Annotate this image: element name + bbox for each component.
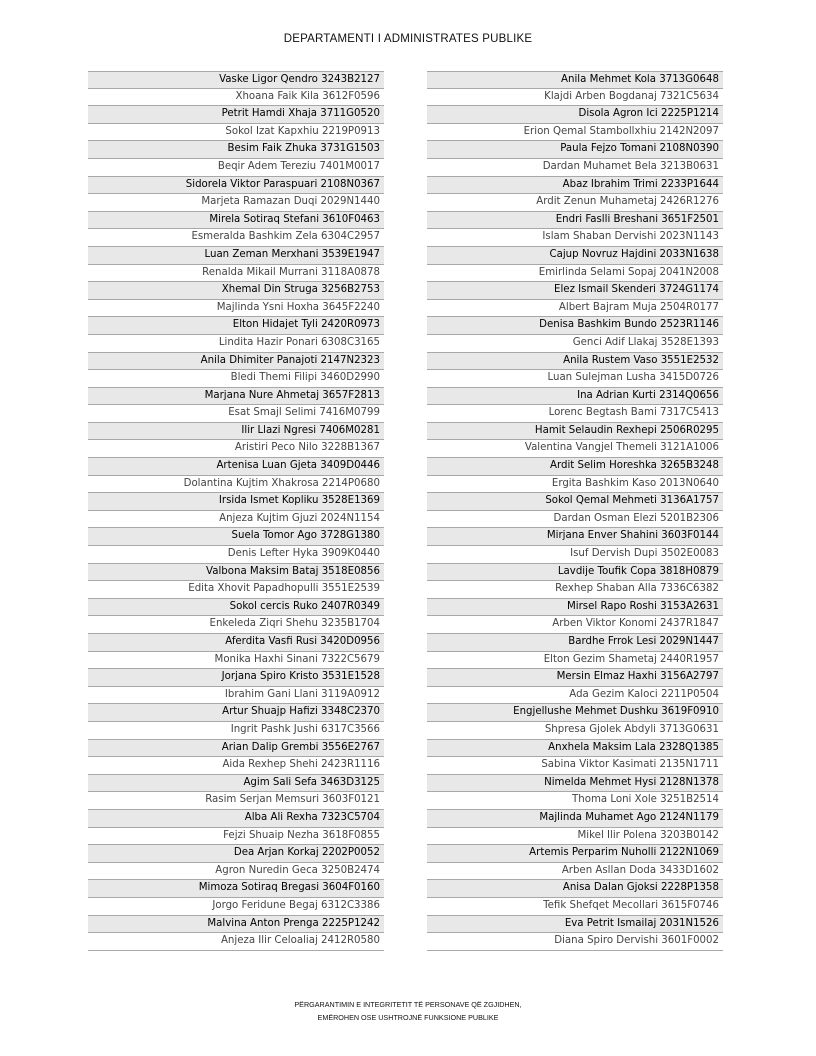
list-item: Malvina Anton Prenga 2225P1242 — [88, 916, 384, 934]
list-item: Enkeleda Ziqri Shehu 3235B1704 — [88, 616, 384, 634]
right-name-list — [427, 71, 723, 951]
list-item: Albert Bajram Muja 2504R0177 — [427, 300, 723, 318]
list-item: Isuf Dervish Dupi 3502E0083 — [427, 546, 723, 564]
list-item: Genci Adif Llakaj 3528E1393 — [427, 335, 723, 353]
list-item: Anila Dhimiter Panajoti 2147N2323 — [88, 353, 384, 371]
list-item: Mikel Ilir Polena 3203B0142 — [427, 828, 723, 846]
list-item: Alba Ali Rexha 7323C5704 — [88, 810, 384, 828]
list-item: Renalda Mikail Murrani 3118A0878 — [88, 265, 384, 283]
list-item: Eva Petrit Ismailaj 2031N1526 — [427, 916, 723, 934]
list-item: Petrit Hamdi Xhaja 3711G0520 — [88, 106, 384, 124]
list-item: Marjana Nure Ahmetaj 3657F2813 — [88, 388, 384, 406]
list-item: Lindita Hazir Ponari 6308C3165 — [88, 335, 384, 353]
list-item: Tefik Shefqet Mecollari 3615F0746 — [427, 898, 723, 916]
list-item: Thoma Loni Xole 3251B2514 — [427, 792, 723, 810]
list-item: Lorenc Begtash Bami 7317C5413 — [427, 405, 723, 423]
list-item: Esat Smajl Selimi 7416M0799 — [88, 405, 384, 423]
list-item: Ardit Zenun Muhametaj 2426R1276 — [427, 194, 723, 212]
list-item: Ergita Bashkim Kaso 2013N0640 — [427, 476, 723, 494]
page-footer — [0, 998, 816, 1024]
list-item: Bledi Themi Filipi 3460D2990 — [88, 370, 384, 388]
list-item: Agim Sali Sefa 3463D3125 — [88, 775, 384, 793]
list-item: Artemis Perparim Nuholli 2122N1069 — [427, 845, 723, 863]
list-item: Fejzi Shuaip Nezha 3618F0855 — [88, 828, 384, 846]
list-item: Bardhe Frrok Lesi 2029N1447 — [427, 634, 723, 652]
list-item: Dolantina Kujtim Xhakrosa 2214P0680 — [88, 476, 384, 494]
list-item: Emirlinda Selami Sopaj 2041N2008 — [427, 265, 723, 283]
list-item: Ardit Selim Horeshka 3265B3248 — [427, 458, 723, 476]
list-item: Nimelda Mehmet Hysi 2128N1378 — [427, 775, 723, 793]
list-item: Luan Zeman Merxhani 3539E1947 — [88, 247, 384, 265]
list-item: Klajdi Arben Bogdanaj 7321C5634 — [427, 89, 723, 107]
list-item: Paula Fejzo Tomani 2108N0390 — [427, 141, 723, 159]
list-item: Abaz Ibrahim Trimi 2233P1644 — [427, 177, 723, 195]
list-item: Arben Asllan Doda 3433D1602 — [427, 863, 723, 881]
list-item: Lavdije Toufik Copa 3818H0879 — [427, 564, 723, 582]
list-item: Engjellushe Mehmet Dushku 3619F0910 — [427, 704, 723, 722]
list-item: Luan Sulejman Lusha 3415D0726 — [427, 370, 723, 388]
list-item: Xhemal Din Struga 3256B2753 — [88, 282, 384, 300]
list-item: Anjeza Ilir Celoaliaj 2412R0580 — [88, 933, 384, 951]
list-item: Ada Gezim Kaloci 2211P0504 — [427, 687, 723, 705]
list-item: Anisa Dalan Gjoksi 2228P1358 — [427, 880, 723, 898]
list-item: Endri Faslli Breshani 3651F2501 — [427, 212, 723, 230]
list-item: Anila Mehmet Kola 3713G0648 — [427, 71, 723, 89]
list-item: Dardan Muhamet Bela 3213B0631 — [427, 159, 723, 177]
list-item: Majlinda Ysni Hoxha 3645F2240 — [88, 300, 384, 318]
list-item: Elton Gezim Shametaj 2440R1957 — [427, 652, 723, 670]
list-item: Anxhela Maksim Lala 2328Q1385 — [427, 740, 723, 758]
list-item: Mimoza Sotiraq Bregasi 3604F0160 — [88, 880, 384, 898]
list-item: Arian Dalip Grembi 3556E2767 — [88, 740, 384, 758]
list-item: Valentina Vangjel Themeli 3121A1006 — [427, 440, 723, 458]
list-item: Elez Ismail Skenderi 3724G1174 — [427, 282, 723, 300]
list-item: Ilir Llazi Ngresi 7406M0281 — [88, 423, 384, 441]
list-item: Irsida Ismet Kopliku 3528E1369 — [88, 493, 384, 511]
list-item: Sabina Viktor Kasimati 2135N1711 — [427, 757, 723, 775]
list-item: Xhoana Faik Kila 3612F0596 — [88, 89, 384, 107]
list-item: Diana Spiro Dervishi 3601F0002 — [427, 933, 723, 951]
list-item: Rasim Serjan Memsuri 3603F0121 — [88, 792, 384, 810]
list-item: Agron Nuredin Geca 3250B2474 — [88, 863, 384, 881]
list-item: Beqir Adem Tereziu 7401M0017 — [88, 159, 384, 177]
list-item: Elton Hidajet Tyli 2420R0973 — [88, 317, 384, 335]
list-item: Hamit Selaudin Rexhepi 2506R0295 — [427, 423, 723, 441]
list-item: Jorgo Feridune Begaj 6312C3386 — [88, 898, 384, 916]
list-item: Majlinda Muhamet Ago 2124N1179 — [427, 810, 723, 828]
list-item: Erion Qemal Stambollxhiu 2142N2097 — [427, 124, 723, 142]
list-item: Sokol Izat Kapxhiu 2219P0913 — [88, 124, 384, 142]
list-item: Valbona Maksim Bataj 3518E0856 — [88, 564, 384, 582]
list-item: Cajup Novruz Hajdini 2033N1638 — [427, 247, 723, 265]
list-item: Suela Tomor Ago 3728G1380 — [88, 528, 384, 546]
list-item: Rexhep Shaban Alla 7336C6382 — [427, 581, 723, 599]
list-item: Mirjana Enver Shahini 3603F0144 — [427, 528, 723, 546]
list-item: Ina Adrian Kurti 2314Q0656 — [427, 388, 723, 406]
list-item: Sokol Qemal Mehmeti 3136A1757 — [427, 493, 723, 511]
list-item: Ibrahim Gani Llani 3119A0912 — [88, 687, 384, 705]
list-item: Monika Haxhi Sinani 7322C5679 — [88, 652, 384, 670]
list-item: Esmeralda Bashkim Zela 6304C2957 — [88, 229, 384, 247]
list-item: Besim Faik Zhuka 3731G1503 — [88, 141, 384, 159]
list-item: Ingrit Pashk Jushi 6317C3566 — [88, 722, 384, 740]
list-item: Marjeta Ramazan Duqi 2029N1440 — [88, 194, 384, 212]
list-item: Dardan Osman Elezi 5201B2306 — [427, 511, 723, 529]
list-item: Islam Shaban Dervishi 2023N1143 — [427, 229, 723, 247]
list-item: Anjeza Kujtim Gjuzi 2024N1154 — [88, 511, 384, 529]
page-title: DEPARTAMENTI I ADMINISTRATES PUBLIKE — [283, 33, 533, 45]
list-item: Denis Lefter Hyka 3909K0440 — [88, 546, 384, 564]
list-item: Aida Rexhep Shehi 2423R1116 — [88, 757, 384, 775]
list-item: Edita Xhovit Papadhopulli 3551E2539 — [88, 581, 384, 599]
list-item: Mirsel Rapo Roshi 3153A2631 — [427, 599, 723, 617]
list-item: Sokol cercis Ruko 2407R0349 — [88, 599, 384, 617]
list-item: Shpresa Gjolek Abdyli 3713G0631 — [427, 722, 723, 740]
list-item: Aristiri Peco Nilo 3228B1367 — [88, 440, 384, 458]
list-item: Mirela Sotiraq Stefani 3610F0463 — [88, 212, 384, 230]
list-item: Aferdita Vasfi Rusi 3420D0956 — [88, 634, 384, 652]
list-item: Artur Shuajp Hafizi 3348C2370 — [88, 704, 384, 722]
footer-line-2: EMËROHEN OSE USHTROJNË FUNKSIONE PUBLIKE — [317, 1013, 499, 1022]
list-item: Denisa Bashkim Bundo 2523R1146 — [427, 317, 723, 335]
list-item: Mersin Elmaz Haxhi 3156A2797 — [427, 669, 723, 687]
list-item: Artenisa Luan Gjeta 3409D0446 — [88, 458, 384, 476]
list-item: Vaske Ligor Qendro 3243B2127 — [88, 71, 384, 89]
footer-line-1: PËRGARANTIMIN E INTEGRITETIT TË PERSONAVE QË ZGJIDHEN, — [294, 1000, 522, 1009]
left-name-list — [88, 71, 384, 951]
list-item: Dea Arjan Korkaj 2202P0052 — [88, 845, 384, 863]
list-item: Sidorela Viktor Paraspuari 2108N0367 — [88, 177, 384, 195]
list-item: Disola Agron Ici 2225P1214 — [427, 106, 723, 124]
list-item: Arben Viktor Konomi 2437R1847 — [427, 616, 723, 634]
list-item: Jorjana Spiro Kristo 3531E1528 — [88, 669, 384, 687]
list-item: Anila Rustem Vaso 3551E2532 — [427, 353, 723, 371]
